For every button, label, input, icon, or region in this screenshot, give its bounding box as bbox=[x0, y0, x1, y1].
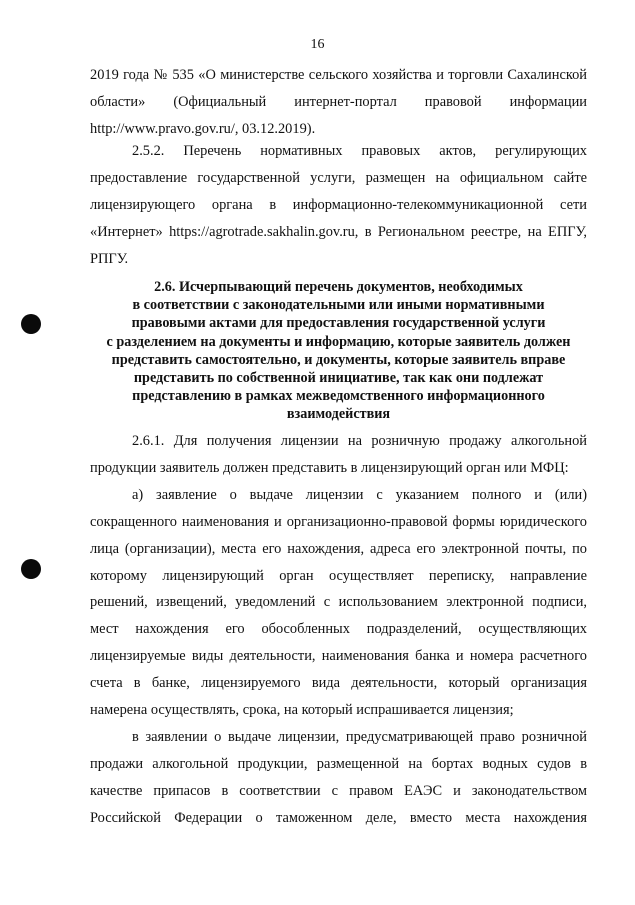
page-number: 16 bbox=[310, 37, 325, 52]
heading-line: с разделением на документы и информацию, которые заявитель должен bbox=[106, 333, 571, 350]
paragraph-item-a: а) заявление о выдаче лицензии с указанием полного и (или) сокращенного наименования и организационно-правовой формы юридического лица (организации), места его нахождения, адреса его электронной почты, по которому лицензирующий орган осуществляет переписку, направление решений, извещений, уведомлений с использованием электронной подписи, мест нахождения его обособленных подразделений, осуществляющих лицензируемые виды деятельности, наименования банка и номера расчетного счета в банке, лицензируемого вида деятельности, который организация намерена осуществлять, срока, на который испрашивается лицензия; bbox=[90, 486, 587, 719]
heading-line: представлению в рамках межведомственного информационного bbox=[132, 388, 545, 405]
punch-hole bbox=[21, 314, 41, 334]
text-block bbox=[90, 428, 587, 832]
punch-hole bbox=[21, 559, 41, 579]
section-heading bbox=[90, 278, 587, 424]
heading-line: представить самостоятельно, и документы, которые заявитель вправе bbox=[111, 351, 566, 368]
heading-line: правовыми актами для предоставления государственной услуги bbox=[131, 315, 546, 332]
text-block bbox=[90, 62, 587, 143]
heading-line: взаимодействия bbox=[286, 406, 391, 423]
paragraph-law-reference: 2019 года № 535 «О министерстве сельского хозяйства и торговли Сахалинской области» (Официальный интернет-портал правовой информации http://www.pravo.gov.ru/, 03.12.2019). bbox=[90, 67, 587, 137]
paragraph-vessel-clause: в заявлении о выдаче лицензии, предусматривающей право розничной продажи алкогольной продукции, размещенной на бортах водных судов в качестве припасов в соответствии с правом ЕАЭС и законодательством Российской Федерации о таможенном деле, вместо места нахождения bbox=[90, 728, 587, 826]
paragraph-2-5-2: 2.5.2. Перечень нормативных правовых актов, регулирующих предоставление государственной услуги, размещен на официальном сайте лицензирующего органа в информационно-телекоммуникационной сети «Интернет» https://agrotrade.sakhalin.gov.ru, в Региональном реестре, на ЕПГУ, РПГУ. bbox=[90, 143, 587, 267]
heading-line: 2.6. Исчерпывающий перечень документов, необходимых bbox=[154, 279, 523, 295]
heading-line: представить по собственной инициативе, так как они подлежат bbox=[133, 370, 544, 387]
heading-line: в соответствии с законодательными или иными нормативными bbox=[132, 297, 545, 314]
text-block bbox=[90, 138, 587, 273]
paragraph-2-6-1: 2.6.1. Для получения лицензии на розничную продажу алкогольной продукции заявитель должен представить в лицензирующий орган или МФЦ: bbox=[90, 433, 587, 476]
